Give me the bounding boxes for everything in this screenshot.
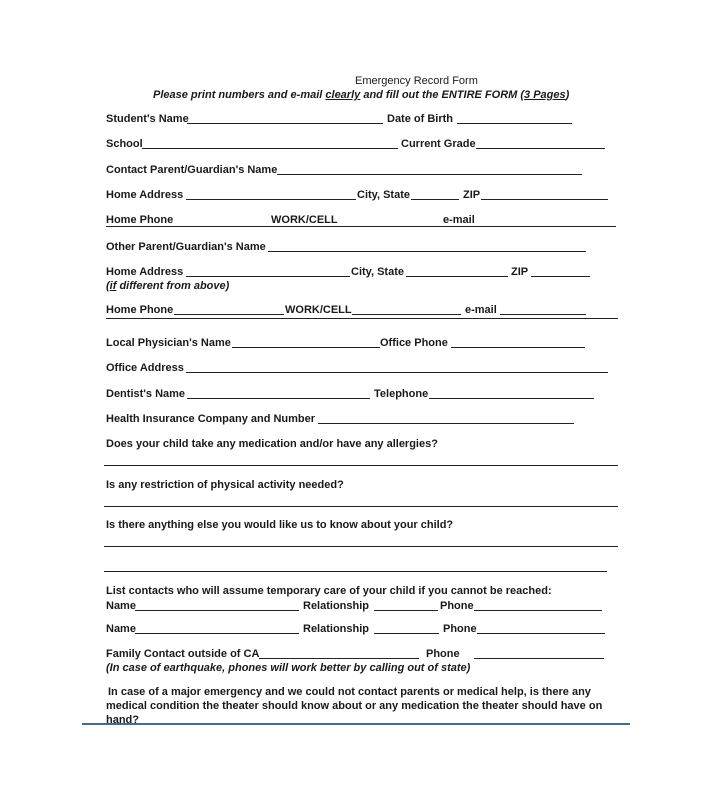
contact-2-phone-label: Phone bbox=[443, 623, 477, 635]
telephone-label: Telephone bbox=[374, 388, 429, 400]
instruction-middle: and fill out the ENTIRE FORM ( bbox=[360, 89, 525, 101]
date-of-birth-label: Date of Birth bbox=[387, 113, 453, 125]
if-different-rest: different from above) bbox=[116, 280, 230, 292]
medication-question: Does your child take any medication and/or have any allergies? bbox=[106, 438, 438, 450]
instruction-suffix: ) bbox=[565, 89, 570, 101]
home-phone-1-row-line[interactable] bbox=[106, 226, 616, 227]
dentist-name-field[interactable] bbox=[187, 398, 370, 399]
contact-2-name-field[interactable] bbox=[135, 633, 299, 634]
city-state-1-field[interactable] bbox=[411, 199, 459, 200]
if-different-open: ( bbox=[106, 280, 110, 292]
local-physician-label: Local Physician's Name bbox=[106, 337, 231, 349]
anything-else-answer-line-2[interactable] bbox=[104, 571, 607, 572]
school-field[interactable] bbox=[142, 148, 398, 149]
contact-parent-label: Contact Parent/Guardian's Name bbox=[106, 164, 278, 176]
student-name-label: Student's Name bbox=[106, 113, 189, 125]
local-physician-field[interactable] bbox=[232, 347, 380, 348]
zip-2-field[interactable] bbox=[531, 276, 590, 277]
contact-1-name-field[interactable] bbox=[135, 610, 299, 611]
home-address-1-field[interactable] bbox=[186, 199, 356, 200]
contact-1-phone-label: Phone bbox=[440, 600, 474, 612]
office-address-field[interactable] bbox=[186, 372, 608, 373]
restriction-question: Is any restriction of physical activity needed? bbox=[106, 479, 344, 491]
office-address-label: Office Address bbox=[106, 362, 184, 374]
contact-1-relationship-label: Relationship bbox=[303, 600, 370, 612]
other-parent-field[interactable] bbox=[268, 251, 586, 252]
home-phone-2-field[interactable] bbox=[174, 314, 284, 315]
page-bottom-rule bbox=[82, 723, 630, 725]
form-title: Emergency Record Form bbox=[355, 75, 478, 87]
work-cell-1-label: WORK/CELL bbox=[271, 214, 338, 226]
if-different-if: if bbox=[109, 280, 117, 292]
family-contact-phone-label: Phone bbox=[426, 648, 460, 660]
emergency-question-line-3: hand? bbox=[106, 714, 139, 726]
city-state-2-field[interactable] bbox=[406, 276, 508, 277]
if-different-note bbox=[106, 280, 229, 293]
instruction-pages: 3 Pages bbox=[524, 89, 566, 101]
email-2-field[interactable] bbox=[500, 314, 586, 315]
contact-2-relationship-field[interactable] bbox=[374, 633, 439, 634]
home-address-2-field[interactable] bbox=[186, 276, 350, 277]
contact-2-phone-field[interactable] bbox=[477, 633, 605, 634]
health-insurance-label: Health Insurance Company and Number bbox=[106, 413, 316, 425]
home-phone-1-label: Home Phone bbox=[106, 214, 174, 226]
family-contact-label: Family Contact outside of CA bbox=[106, 648, 260, 660]
anything-else-answer-line-1[interactable] bbox=[104, 546, 618, 547]
date-of-birth-field[interactable] bbox=[457, 123, 572, 124]
office-phone-label: Office Phone bbox=[380, 337, 448, 349]
earthquake-note: (In case of earthquake, phones will work better by calling out of state) bbox=[106, 662, 471, 674]
city-state-1-label: City, State bbox=[357, 189, 410, 201]
emergency-question-line-1: In case of a major emergency and we could not contact parents or medical help, is there any bbox=[108, 686, 591, 698]
family-contact-field[interactable] bbox=[259, 658, 419, 659]
section-divider-1 bbox=[106, 318, 618, 319]
instruction-prefix: Please print numbers and e-mail bbox=[153, 89, 326, 101]
restriction-answer-line[interactable] bbox=[104, 506, 618, 507]
medication-answer-line[interactable] bbox=[104, 465, 618, 466]
health-insurance-field[interactable] bbox=[318, 423, 574, 424]
emergency-question-line-2: medical condition the theater should know about or any medication the theater should have on bbox=[106, 700, 603, 712]
zip-2-label: ZIP bbox=[511, 266, 529, 278]
contact-2-name-label: Name bbox=[106, 623, 136, 635]
instruction-clearly: clearly bbox=[325, 89, 361, 101]
current-grade-label: Current Grade bbox=[401, 138, 476, 150]
contact-1-relationship-field[interactable] bbox=[374, 610, 438, 611]
other-parent-label: Other Parent/Guardian's Name bbox=[106, 241, 266, 253]
contact-1-phone-field[interactable] bbox=[474, 610, 602, 611]
contacts-heading: List contacts who will assume temporary care of your child if you cannot be reached: bbox=[106, 585, 552, 597]
email-2-label: e-mail bbox=[465, 304, 497, 316]
home-phone-2-label: Home Phone bbox=[106, 304, 174, 316]
anything-else-question: Is there anything else you would like us to know about your child? bbox=[106, 519, 454, 531]
telephone-field[interactable] bbox=[429, 398, 594, 399]
family-contact-phone-field[interactable] bbox=[474, 658, 604, 659]
work-cell-2-field[interactable] bbox=[352, 314, 461, 315]
office-phone-field[interactable] bbox=[451, 347, 585, 348]
dentist-name-label: Dentist's Name bbox=[106, 388, 186, 400]
home-address-2-label: Home Address bbox=[106, 266, 184, 278]
city-state-2-label: City, State bbox=[351, 266, 404, 278]
school-label: School bbox=[106, 138, 143, 150]
contact-1-name-label: Name bbox=[106, 600, 136, 612]
home-address-1-label: Home Address bbox=[106, 189, 184, 201]
student-name-field[interactable] bbox=[187, 123, 383, 124]
zip-1-field[interactable] bbox=[481, 199, 608, 200]
current-grade-field[interactable] bbox=[476, 148, 605, 149]
contact-parent-field[interactable] bbox=[277, 174, 582, 175]
work-cell-2-label: WORK/CELL bbox=[285, 304, 352, 316]
contact-2-relationship-label: Relationship bbox=[303, 623, 370, 635]
email-1-label: e-mail bbox=[443, 214, 475, 226]
form-instruction bbox=[153, 89, 569, 102]
zip-1-label: ZIP bbox=[463, 189, 481, 201]
